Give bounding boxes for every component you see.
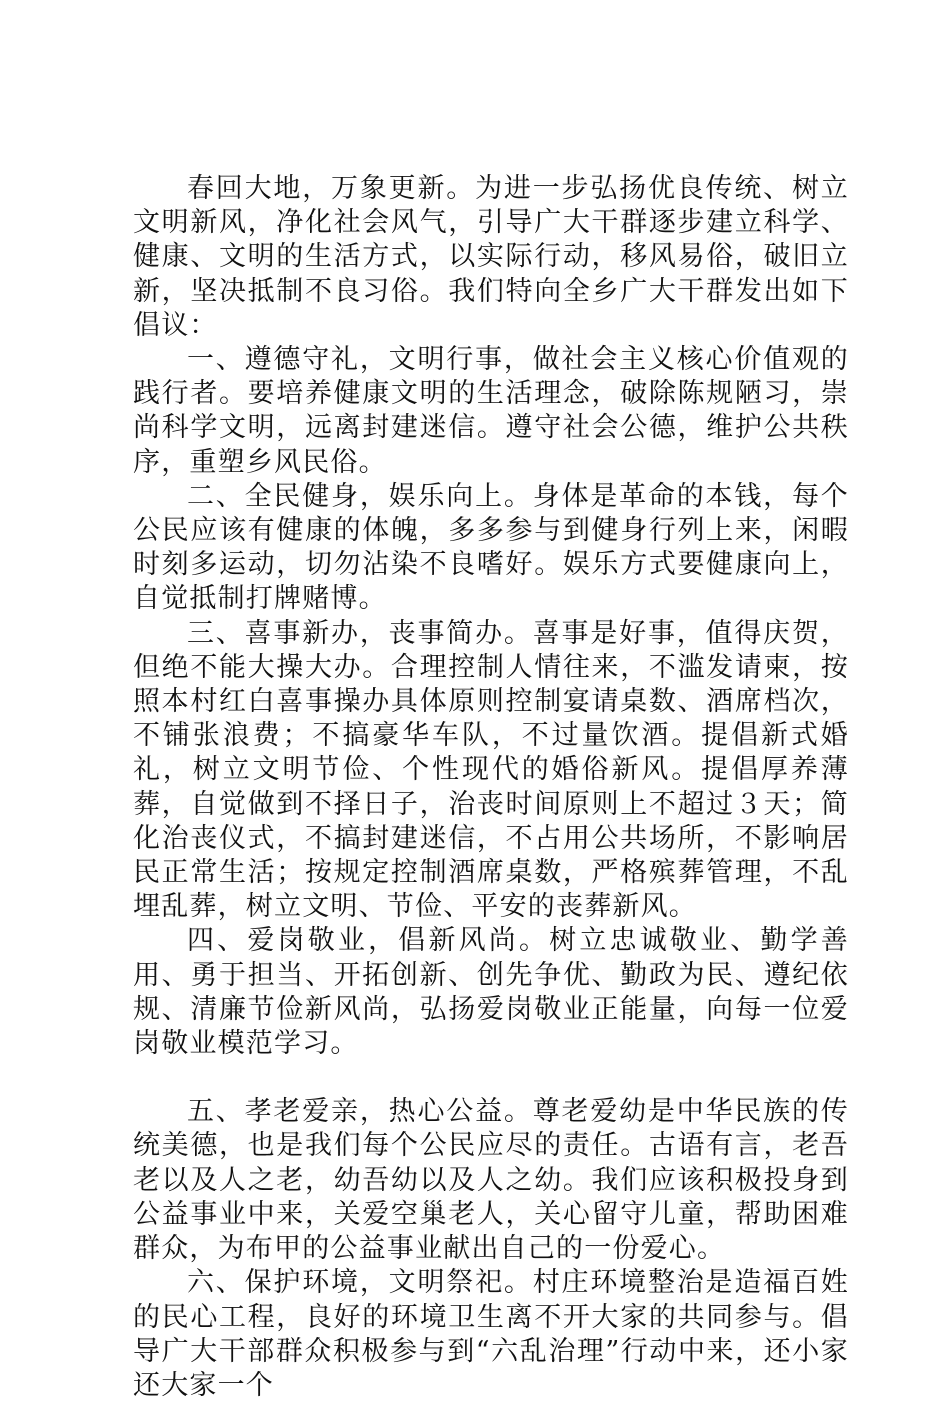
paragraph-item-4: 四、爱岗敬业，倡新风尚。树立忠诚敬业、勤学善用、勇于担当、开拓创新、创先争优、勤政为民、遵纪依规、清廉节俭新风尚，弘扬爱岗敬业正能量，向每一位爱岗敬业模范学习。 [133,925,849,1060]
paragraph-item-1: 一、遵德守礼，文明行事，做社会主义核心价值观的践行者。要培养健康文明的生活理念，破除陈规陋习，崇尚科学文明，远离封建迷信。遵守社会公德，维护公共秩序，重塑乡风民俗。 [133,344,849,478]
paragraph-item-6: 六、保护环境，文明祭祀。村庄环境整治是造福百姓的民心工程，良好的环境卫生离不开大家的共同参与。倡导广大干部群众积极参与到“六乱治理”行动中来，还小家还大家一个 [133,1267,849,1401]
paragraph-item-2: 二、全民健身，娱乐向上。身体是革命的本钱，每个公民应该有健康的体魄，多多参与到健身行列上来，闲暇时刻多运动，切勿沾染不良嗜好。娱乐方式要健康向上，自觉抵制打牌赌博。 [133,480,849,615]
paragraph-item-5: 五、孝老爱亲，热心公益。尊老爱幼是中华民族的传统美德，也是我们每个公民应尽的责任。古语有言，老吾老以及人之老，幼吾幼以及人之幼。我们应该积极投身到公益事业中来，关爱空巢老人，关心留守儿童，帮助困难群众，为布甲的公益事业献出自己的一份爱心。 [133,1096,849,1265]
paragraph-intro: 春回大地，万象更新。为进一步弘扬优良传统、树立文明新风，净化社会风气，引导广大干群逐步建立科学、健康、文明的生活方式，以实际行动，移风易俗，破旧立新，坚决抵制不良习俗。我们特向全乡广大干群发出如下倡议： [133,173,849,341]
paragraph-item-3: 三、喜事新办，丧事简办。喜事是好事，值得庆贺，但绝不能大操大办。合理控制人情往来，不滥发请柬，按照本村红白喜事操办具体原则控制宴请桌数、酒席档次，不铺张浪费；不搞豪华车队，不过量饮酒。提倡新式婚礼，树立文明节俭、个性现代的婚俗新风。提倡厚养薄葬，自觉做到不择日子，治丧时间原则上不超过３天；简化治丧仪式，不搞封建迷信，不占用公共场所，不影响居民正常生活；按规定控制酒席桌数，严格殡葬管理，不乱埋乱葬，树立文明、节俭、平安的丧葬新风。 [133,617,849,923]
document-body [133,172,849,1403]
